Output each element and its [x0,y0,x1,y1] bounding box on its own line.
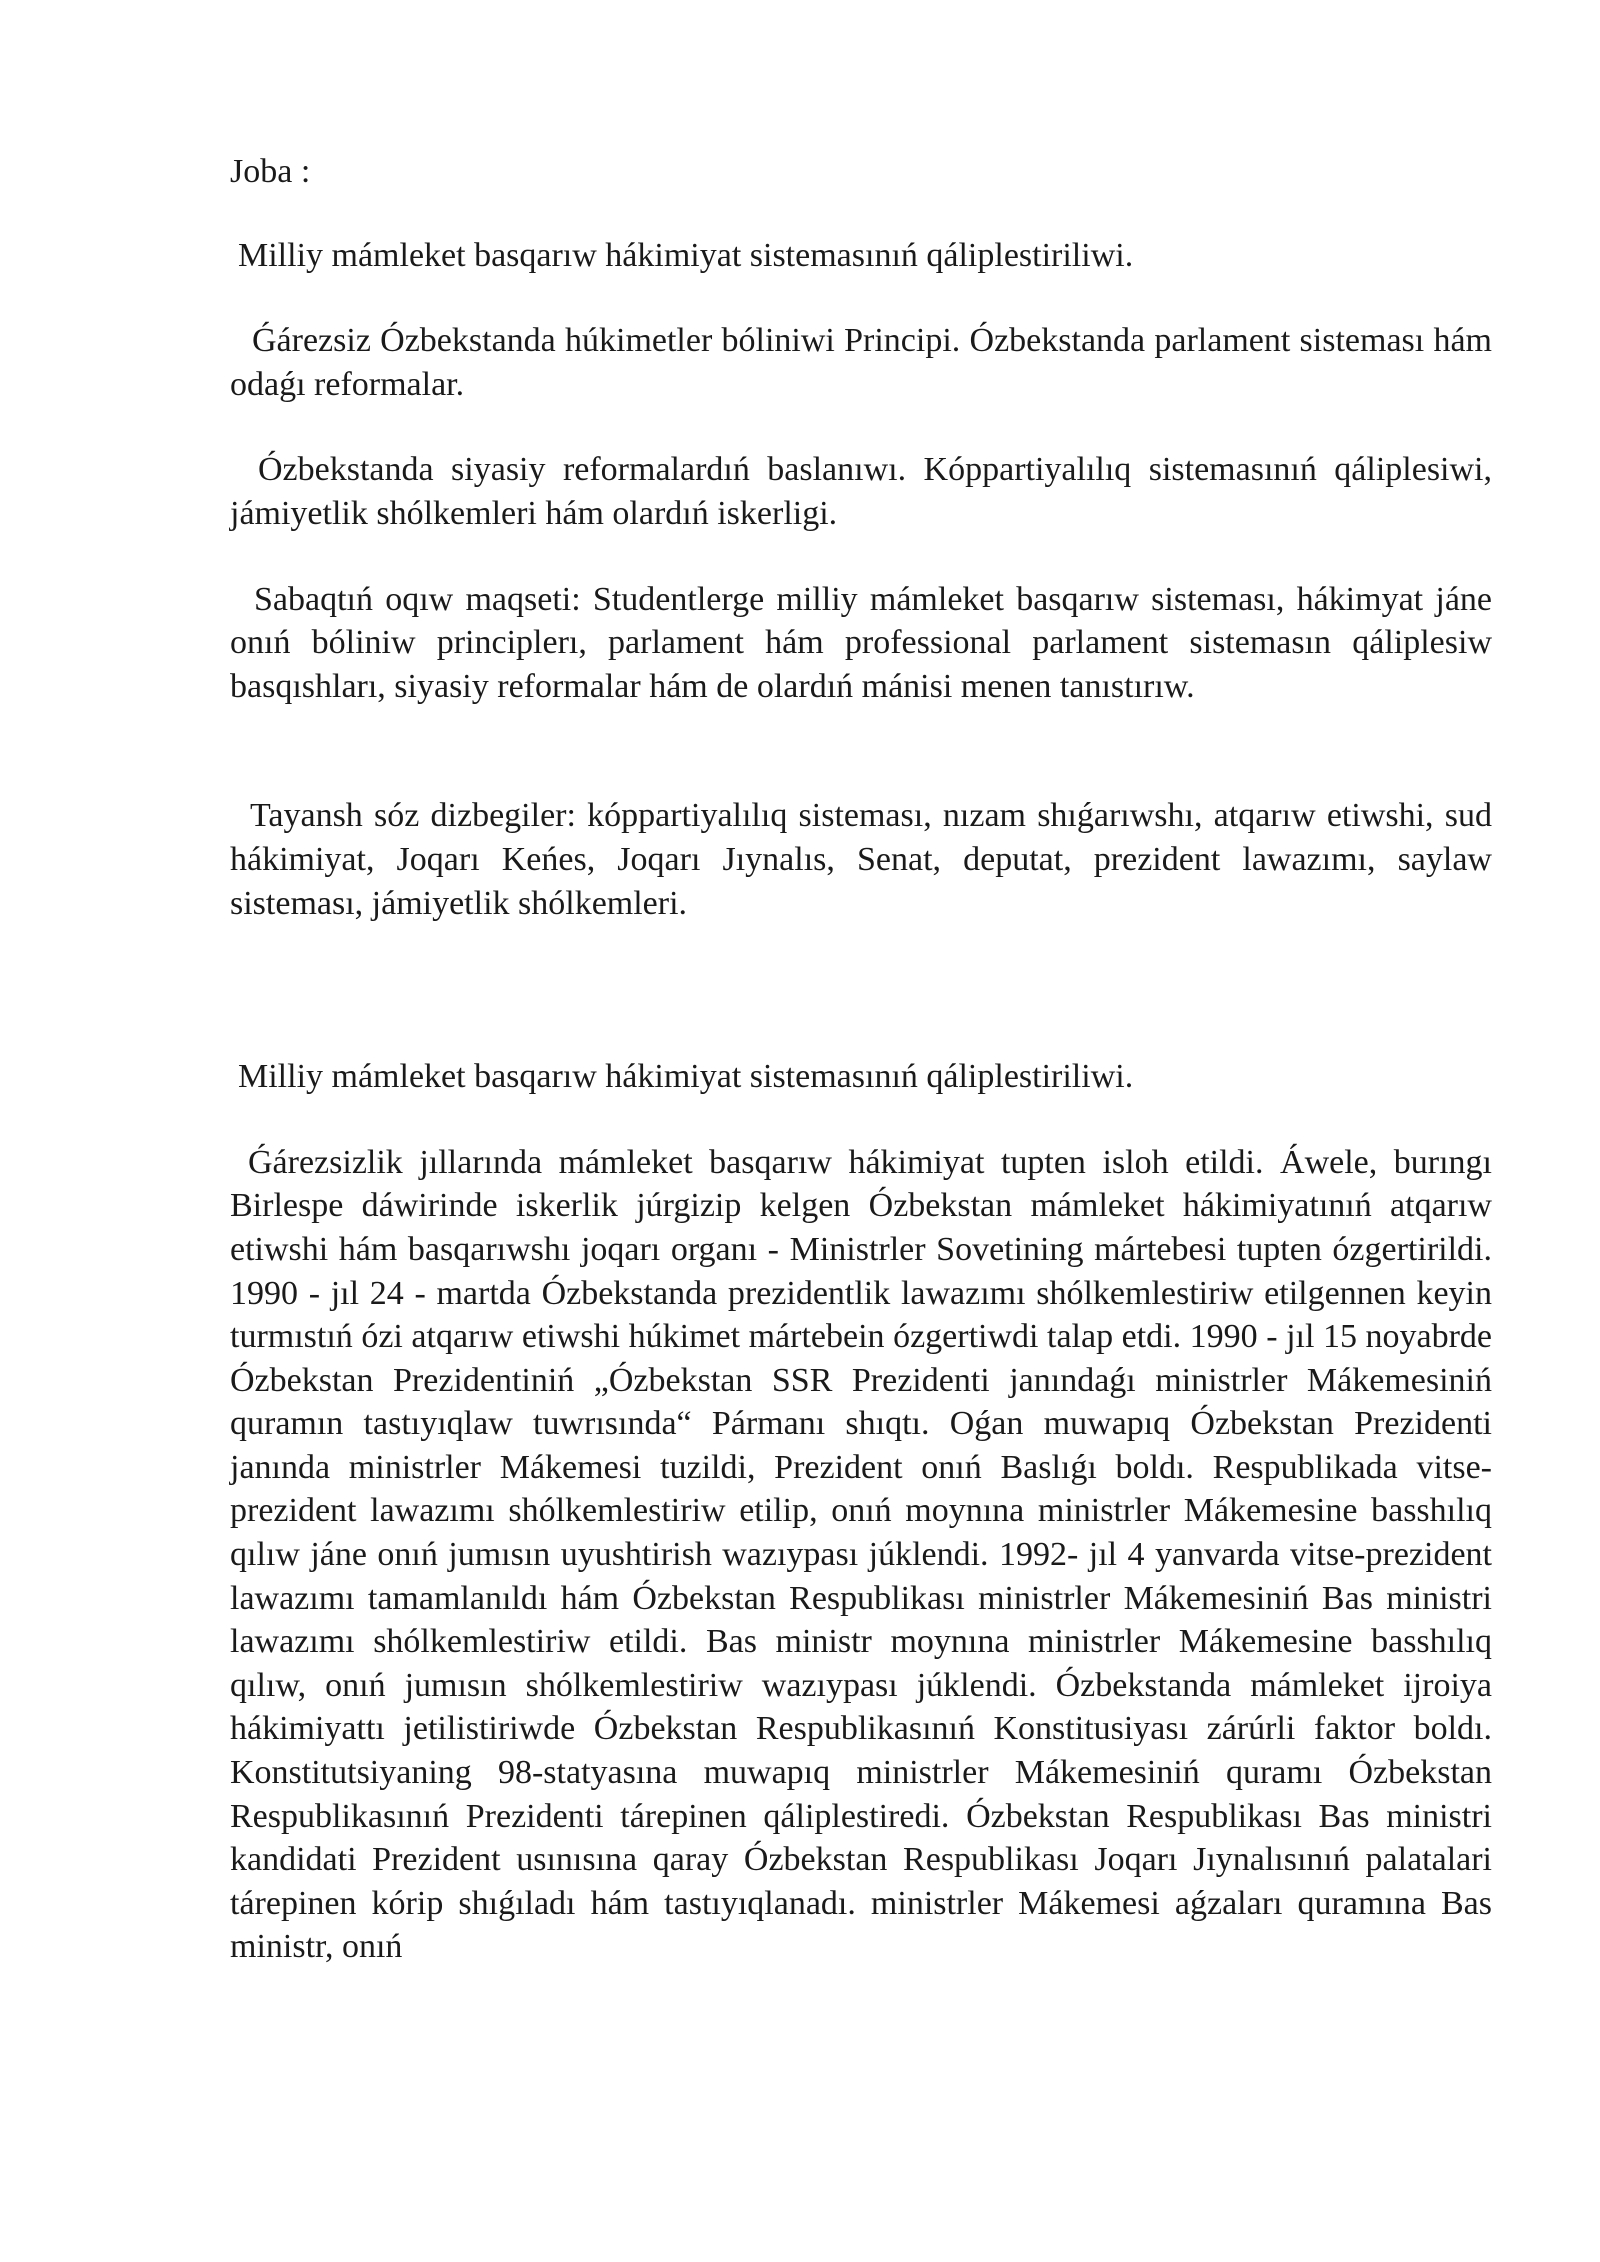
plan-item-2: Ǵárezsiz Ózbekstanda húkimetler bóliniwi Principi. Ózbekstanda parlament sisteması hám odaǵı reformalar. [230,322,1492,403]
plan-item-1: Milliy mámleket basqarıw hákimiyat sistemasınıń qáliplestiriliwi. [238,236,1134,274]
lesson-objective: Sabaqtıń oqıw maqseti: Studentlerge milliy mámleket basqarıw sisteması, hákimyat jáne onıń bóliniw principlerı, parlament hám professional parlament sistemasın qáliplesiw basqıshları, siyasiy reformalar hám de olardıń mánisi menen tanıstırıw. [230,580,1492,705]
keywords-paragraph: Tayansh sóz dizbegiler: kóppartiyalılıq sisteması, nızam shıǵarıwshı, atqarıw etiwshi, sud hákimiyat, Joqarı Keńes, Joqarı Jıynalıs, Senat, deputat, prezident lawazımı, saylaw sisteması, jámiyetlik shólkemleri. [230,797,1492,922]
document-page [230,150,1492,1969]
plan-heading: Joba : [230,153,311,190]
plan-item-3: Ózbekstanda siyasiy reformalardıń baslanıwı. Kóppartiyalılıq sistemasınıń qáliplesiwi, jámiyetlik shólkemleri hám olardıń iskerligi. [230,451,1492,532]
section-title: Milliy mámleket basqarıw hákimiyat sistemasınıń qáliplestiriliwi. [238,1058,1134,1096]
section-body: Ǵárezsizlik jıllarında mámleket basqarıw hákimiyat tupten isloh etildi. Áwele, burıngı Birlespe dáwirinde iskerlik júrgizip kelgen Ózbekstan mámleket hákimiyatınıń atqarıw etiwshi hám basqarıwshı joqarı organı - Ministrler Sovetining mártebesi tupten ózgertirildi. 1990 - jıl 24 - martda Ózbekstanda prezidentlik lawazımı shólkemlestiriw etilgennen keyin turmıstıń ózi atqarıw etiwshi húkimet mártebein ózgertiwdi talap etdi. 1990 - jıl 15 noyabrde Ózbekstan Prezidentiniń „Ózbekstan SSR Prezidenti janındaǵı ministrler Mákemesiniń quramın tastıyıqlaw tuwrısında“ Pármanı shıqtı. Oǵan muwapıq Ózbekstan Prezidenti janında ministrler Mákemesi tuzildi, Prezident onıń Baslıǵı boldı. Respublikada vitse-prezident lawazımı shólkemlestiriw etilip, onıń moynına ministrler Mákemesine basshılıq qılıw jáne onıń jumısın uyushtirish wazıypası júklendi. 1992- jıl 4 yanvarda vitse-prezident lawazımı tamamlanıldı hám Ózbekstan Respublikası ministrler Mákemesiniń Bas ministri lawazımı shólkemlestiriw etildi. Bas ministr moynına ministrler Mákemesine basshılıq qılıw, onıń jumısın shólkemlestiriw wazıypası júklendi. Ózbekstanda mámleket ijroiya hákimiyattı jetilistiriwde Ózbekstan Respublikasınıń Konstitusiyası zárúrli faktor boldı. Konstitutsiyaning 98-statyasına muwapıq ministrler Mákemesiniń quramı Ózbekstan Respublikasınıń Prezidenti tárepinen qáliplestiredi. Ózbekstan Respublikası Bas ministri kandidati Prezident usınısına qaray Ózbekstan Respublikası Joqarı Jıynalısınıń palatalari tárepinen kórip shıǵıladı hám tastıyıqlanadı. ministrler Mákemesi aǵzaları quramına Bas ministr, onıń [230,1143,1492,1966]
